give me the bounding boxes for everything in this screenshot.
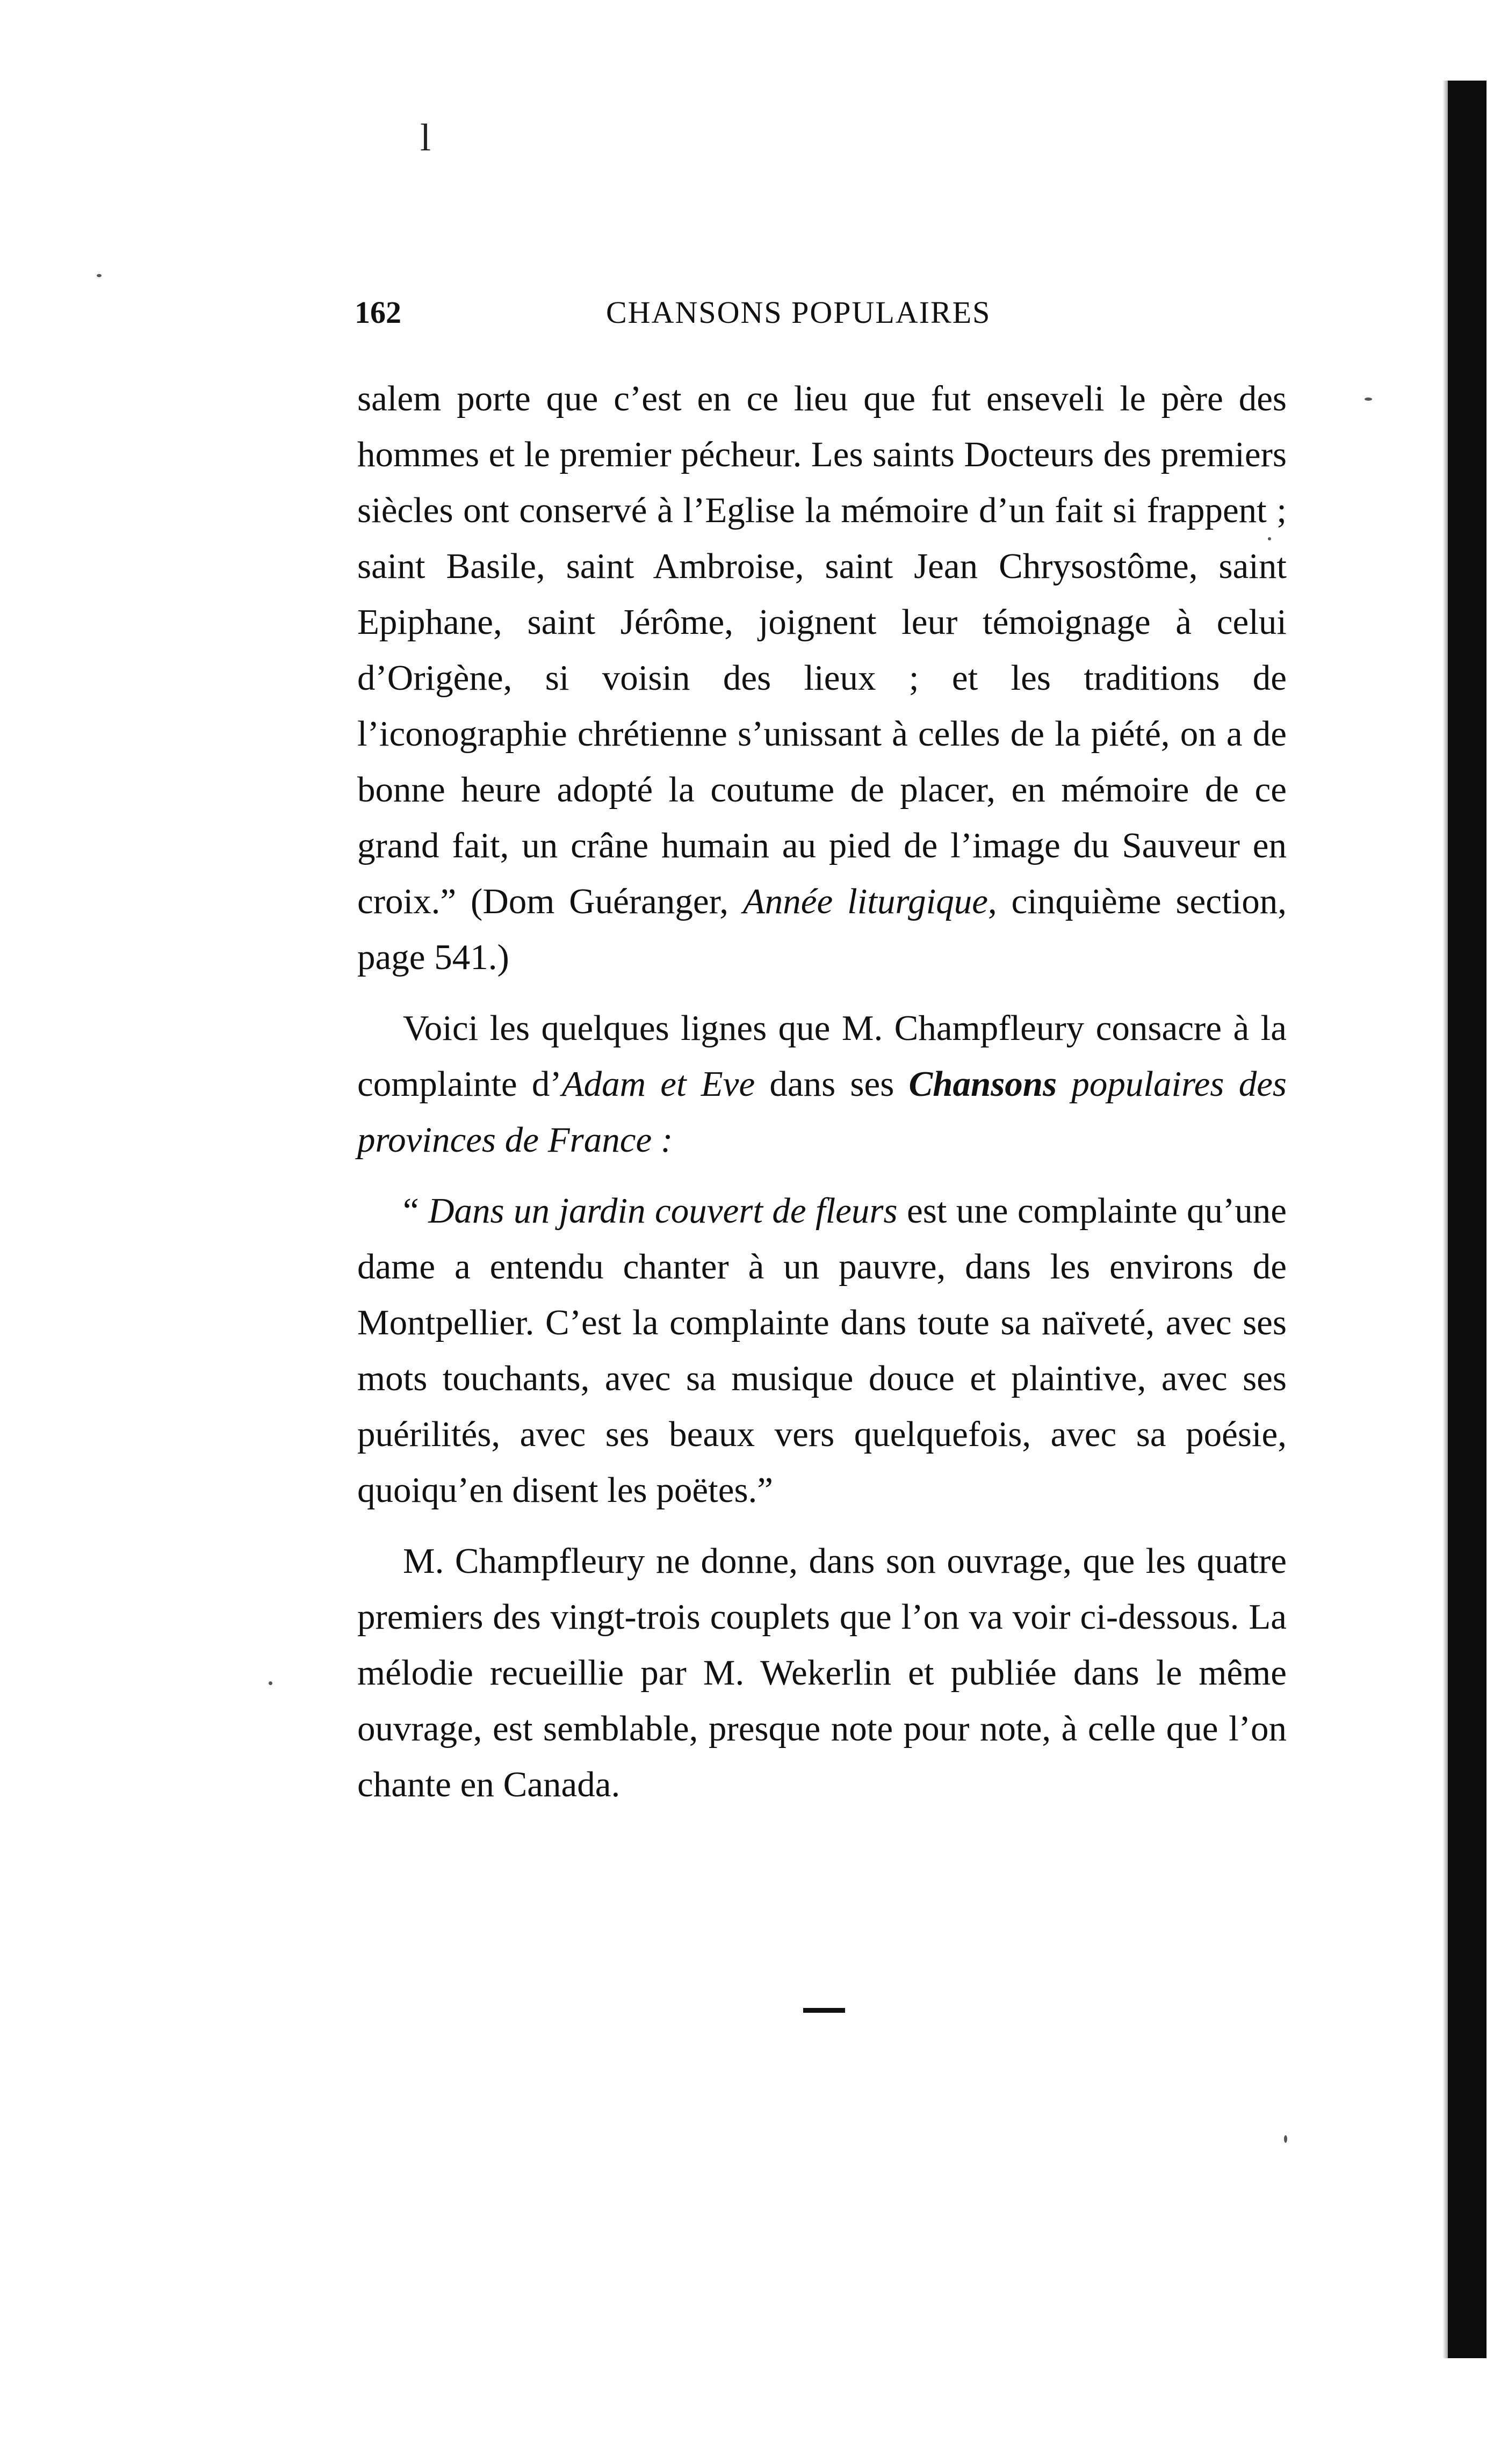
paragraph-2-middle: dans ses bbox=[755, 1064, 909, 1104]
paragraph-4 bbox=[357, 1533, 1287, 1812]
speck-2 bbox=[1268, 537, 1271, 540]
speck-1 bbox=[1365, 398, 1372, 401]
paragraph-1 bbox=[357, 371, 1287, 985]
paragraph-2-intro: Voici les quelques lignes que M. Champfleury consacre à la complainte d’ bbox=[357, 1008, 1287, 1104]
page-edge-shadow bbox=[1448, 81, 1487, 2358]
open-quote: “ bbox=[403, 1191, 429, 1231]
speck-3 bbox=[269, 1681, 272, 1685]
corner-mark: l bbox=[420, 116, 431, 159]
speck-4 bbox=[1284, 2135, 1287, 2143]
page-number: 162 bbox=[355, 295, 401, 330]
source-rest: , cinquième section, page 541.) bbox=[357, 881, 1287, 977]
closing-rule bbox=[803, 2008, 845, 2013]
paragraph-3-text: est une complainte qu’une dame a entendu chanter à un pauvre, dans les environs de Montpellier. C’est la complainte dans toute sa naïveté, avec ses mots touchants, avec sa musique douce et plaintive, avec ses puérilités, avec ses beaux vers quelquefois, avec sa poésie, quoiqu’en disent les poëtes.” bbox=[357, 1191, 1287, 1510]
body-text bbox=[357, 371, 1287, 1812]
book-title-chansons: Chansons bbox=[908, 1064, 1057, 1104]
source-title: Année liturgique bbox=[742, 881, 988, 921]
song-title-adam-eve: Adam et Eve bbox=[561, 1064, 755, 1104]
paragraph-3 bbox=[357, 1183, 1287, 1518]
book-title-rest: populaires des provinces de France : bbox=[357, 1064, 1287, 1160]
paragraph-2 bbox=[357, 1000, 1287, 1168]
song-title-jardin: Dans un jardin couvert de fleurs bbox=[428, 1191, 898, 1231]
paragraph-1-text: salem porte que c’est en ce lieu que fut enseveli le père des hommes et le premier pécheur. Les saints Docteurs des premiers siècles ont conservé à l’Eglise la mémoire d’un fait si frappent ; saint Basile, saint Ambroise, saint Jean Chrysostôme, saint Epiphane, saint Jérôme, joignent leur témoignage à celui d’Origène, si voisin des lieux ; et les traditions de l’iconographie chrétienne s’unissant à celles de la piété, on a de bonne heure adopté la coutume de placer, en mémoire de ce grand fait, un crâne humain au pied de l’image du Sauveur en croix.” (Dom Guéranger, bbox=[357, 379, 1287, 921]
running-head bbox=[355, 294, 1064, 337]
speck-5 bbox=[97, 274, 102, 277]
running-title: CHANSONS POPULAIRES bbox=[606, 295, 991, 330]
paragraph-4-text: M. Champfleury ne donne, dans son ouvrage, que les quatre premiers des vingt-trois couplets que l’on va voir ci-dessous. La mélodie recueillie par M. Wekerlin et publiée dans le même ouvrage, est semblable, presque note pour note, à celle que l’on chante en Canada. bbox=[357, 1541, 1287, 1804]
